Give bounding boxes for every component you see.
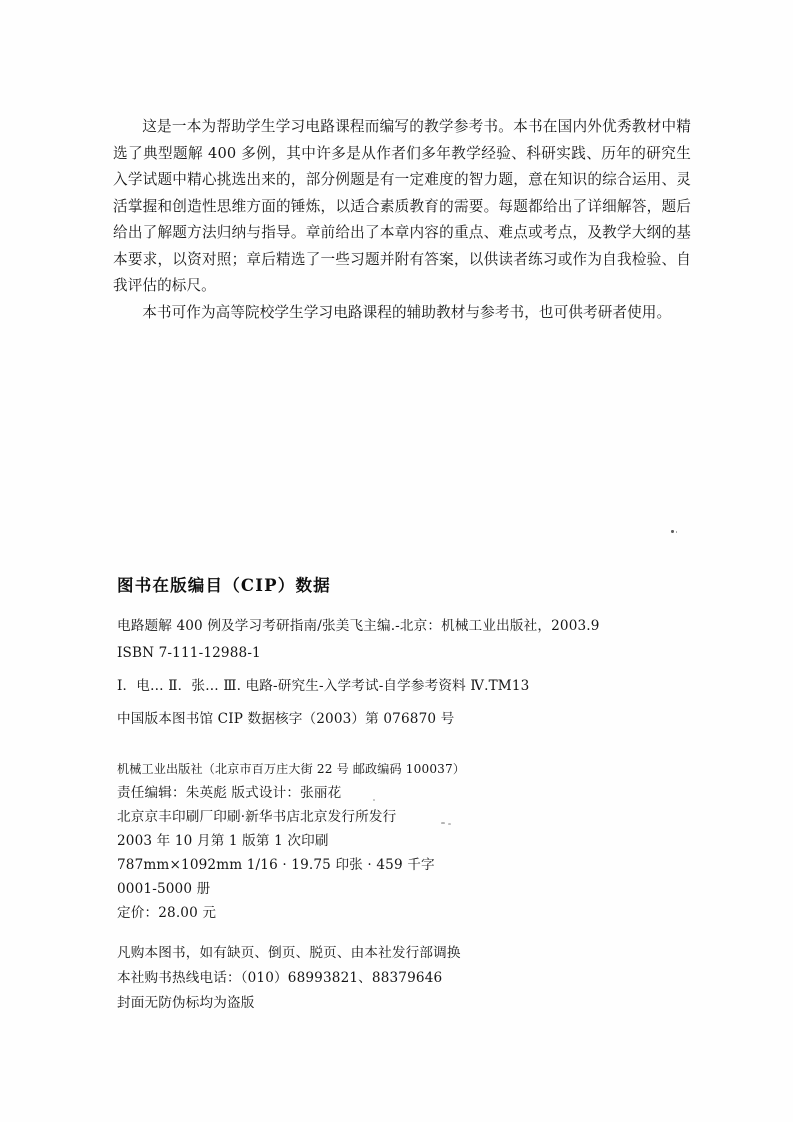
cip-classification: Ⅰ．电… Ⅱ．张… Ⅲ. 电路-研究生-入学考试-自学参考资料 Ⅳ.TM13 [117,678,530,694]
scan-speck [676,531,677,533]
imprint-printer: 北京京丰印刷厂印刷·新华书店北京发行所发行 [117,809,397,825]
notice-line-exchange: 凡购本图书，如有缺页、倒页、脱页、由本社发行部调换 [117,945,461,961]
abstract-paragraph-1: 这是一本为帮助学生学习电路课程而编写的教学参考书。本书在国内外优秀教材中精选了典型题解 400 多例，其中许多是从作者们多年教学经验、科研实践、历年的研究生入学试题中精心挑选出来的，部分例题是有一定难度的智力题，意在知识的综合运用、灵活掌握和创造性思维方面的锤炼，以适合素质教育的需要。每题都给出了详细解答，题后给出了解题方法归纳与指导。章前给出了本章内容的重点、难点或考点，及教学大纲的基本要求，以资对照；章后精选了一些习题并附有答案，以供读者练习或作为自我检验、自我评估的标尺。 [113,118,691,294]
notice-line-hotline: 本社购书热线电话：（010）68993821、88379646 [117,970,443,986]
cip-data-block [117,613,637,733]
imprint-print-run: 0001-5000 册 [117,881,211,897]
imprint-edition: 2003 年 10 月第 1 版第 1 次印刷 [117,833,329,849]
abstract-paragraph-2: 本书可作为高等院校学生学习电路课程的辅助教材与参考书，也可供考研者使用。 [142,303,672,321]
cip-isbn: ISBN 7-111-12988-1 [117,645,261,661]
notice-block [117,941,577,1016]
imprint-price: 定价：28.00 元 [117,905,217,921]
imprint-format: 787mm×1092mm 1/16 · 19.75 印张 · 459 千字 [117,857,435,873]
imprint-editors: 责任编辑：朱英彪 版式设计：张丽花 [117,785,342,801]
imprint-publisher: 机械工业出版社（北京市百万庄大街 22 号 邮政编码 100037） [117,762,466,776]
cip-title-line: 电路题解 400 例及学习考研指南/张美飞主编.-北京：机械工业出版社，2003.9 [117,618,600,634]
notice-line-anticounterfeit: 封面无防伪标均为盗版 [117,995,255,1011]
abstract-block [113,114,691,326]
scan-speck [448,823,451,825]
scan-speck [441,822,445,824]
scan-speck [671,530,674,533]
cip-heading: 图书在版编目（CIP）数据 [117,576,331,595]
imprint-block [117,757,577,925]
cip-registry-number: 中国版本图书馆 CIP 数据核字（2003）第 076870 号 [117,711,455,727]
scan-speck [373,799,375,801]
